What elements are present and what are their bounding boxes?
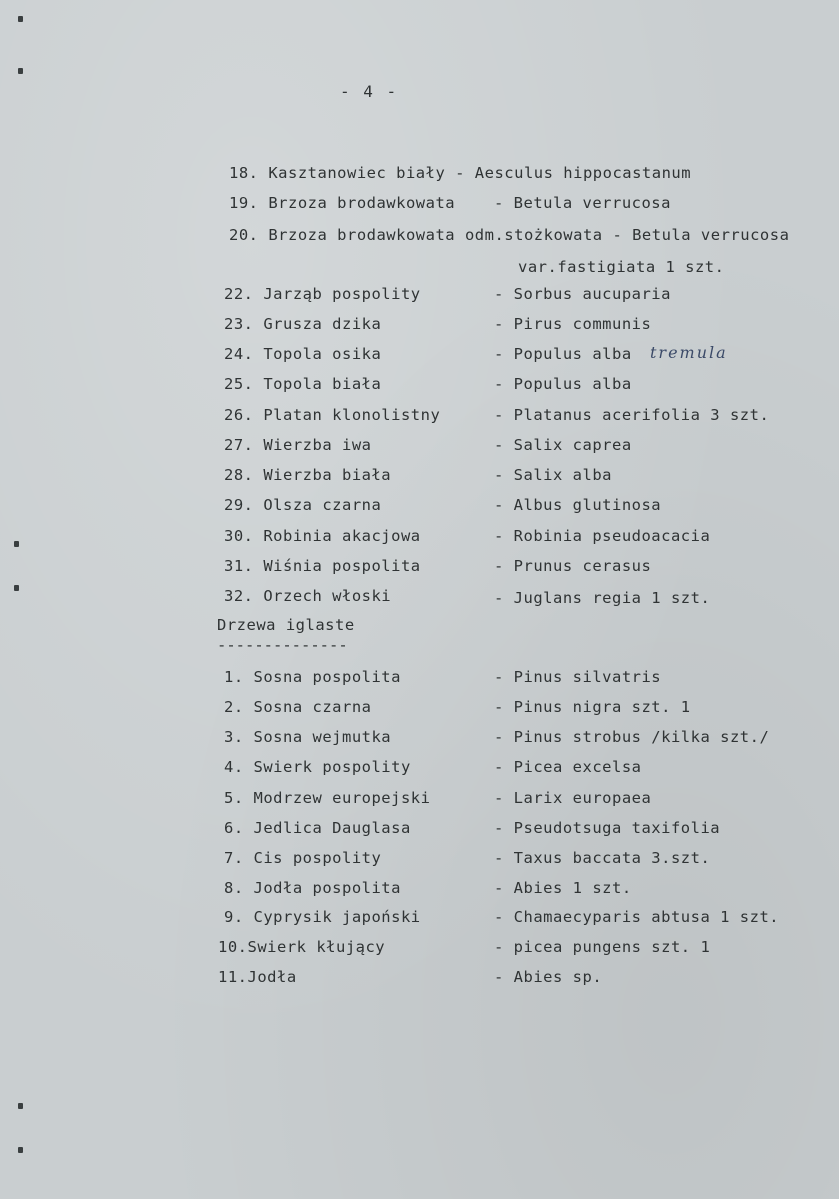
list-item-latin: - Albus glutinosa (494, 496, 662, 514)
list-item-polish: 3. Sosna wejmutka (224, 728, 392, 746)
list-item-polish: 11.Jodła (218, 968, 297, 986)
list-item-latin: - Salix caprea (494, 436, 632, 454)
binding-mark (18, 16, 23, 22)
list-item-polish: 30. Robinia akacjowa (224, 527, 421, 545)
binding-mark (14, 541, 19, 547)
list-item-latin: - Populus alba (494, 345, 632, 363)
binding-mark (18, 68, 23, 74)
list-item-polish: 7. Cis pospolity (224, 849, 382, 867)
list-item-polish: 25. Topola biała (224, 375, 382, 393)
list-item-latin: - Pirus communis (494, 315, 652, 333)
list-item-polish: 19. Brzoza brodawkowata (229, 194, 456, 212)
list-item-polish: 28. Wierzba biała (224, 466, 392, 484)
page-number: - 4 - (340, 82, 399, 101)
binding-mark (14, 585, 19, 591)
list-item-latin: - Abies sp. (494, 968, 603, 986)
list-item-polish: 24. Topola osika (224, 345, 382, 363)
list-item-latin: - Robinia pseudoacacia (494, 527, 711, 545)
list-item-polish: 4. Swierk pospolity (224, 758, 411, 776)
list-item-latin: - Pinus silvatris (494, 668, 662, 686)
list-item-polish: 1. Sosna pospolita (224, 668, 401, 686)
list-item-latin: - Larix europaea (494, 789, 652, 807)
list-item-latin: - Chamaecyparis abtusa 1 szt. (494, 908, 780, 926)
list-item-latin: - Sorbus aucuparia (494, 285, 671, 303)
list-item-polish: 32. Orzech włoski (224, 587, 392, 605)
list-item-latin: - picea pungens szt. 1 (494, 938, 711, 956)
list-item-latin: - Abies 1 szt. (494, 879, 632, 897)
binding-mark (18, 1147, 23, 1153)
list-item-polish: 22. Jarząb pospolity (224, 285, 421, 303)
list-item-polish: 29. Olsza czarna (224, 496, 382, 514)
list-item-polish: 26. Platan klonolistny (224, 406, 441, 424)
list-item-latin: - Populus alba (494, 375, 632, 393)
section-heading: Drzewa iglaste (217, 616, 355, 634)
list-item-latin: - Platanus acerifolia 3 szt. (494, 406, 770, 424)
list-item-polish: 27. Wierzba iwa (224, 436, 372, 454)
list-item-latin: - Taxus baccata 3.szt. (494, 849, 711, 867)
list-item-polish: 23. Grusza dzika (224, 315, 382, 333)
list-item-latin: - Prunus cerasus (494, 557, 652, 575)
list-item-latin: - Pinus nigra szt. 1 (494, 698, 691, 716)
list-item-polish: 2. Sosna czarna (224, 698, 372, 716)
binding-mark (18, 1103, 23, 1109)
list-item-latin: - Betula verrucosa (494, 194, 671, 212)
list-item-polish: 5. Modrzew europejski (224, 789, 431, 807)
list-item-latin: - Pseudotsuga taxifolia (494, 819, 721, 837)
handwritten-annotation: tremula (650, 343, 728, 362)
list-item: 20. Brzoza brodawkowata odm.stożkowata - Betula verrucosa (229, 226, 790, 244)
section-underline: -------------- (217, 636, 348, 654)
list-item-latin: var.fastigiata 1 szt. (518, 258, 725, 276)
list-item-polish: 6. Jedlica Dauglasa (224, 819, 411, 837)
list-item-latin: - Salix alba (494, 466, 612, 484)
list-item-polish: 31. Wiśnia pospolita (224, 557, 421, 575)
list-item-latin: - Pinus strobus /kilka szt./ (494, 728, 770, 746)
list-item-latin: - Picea excelsa (494, 758, 642, 776)
list-item: 18. Kasztanowiec biały - Aesculus hippocastanum (229, 164, 692, 182)
list-item-polish: 10.Swierk kłujący (218, 938, 386, 956)
list-item-polish: 9. Cyprysik japoński (224, 908, 421, 926)
list-item-polish: 8. Jodła pospolita (224, 879, 401, 897)
list-item-latin: - Juglans regia 1 szt. (494, 589, 711, 607)
